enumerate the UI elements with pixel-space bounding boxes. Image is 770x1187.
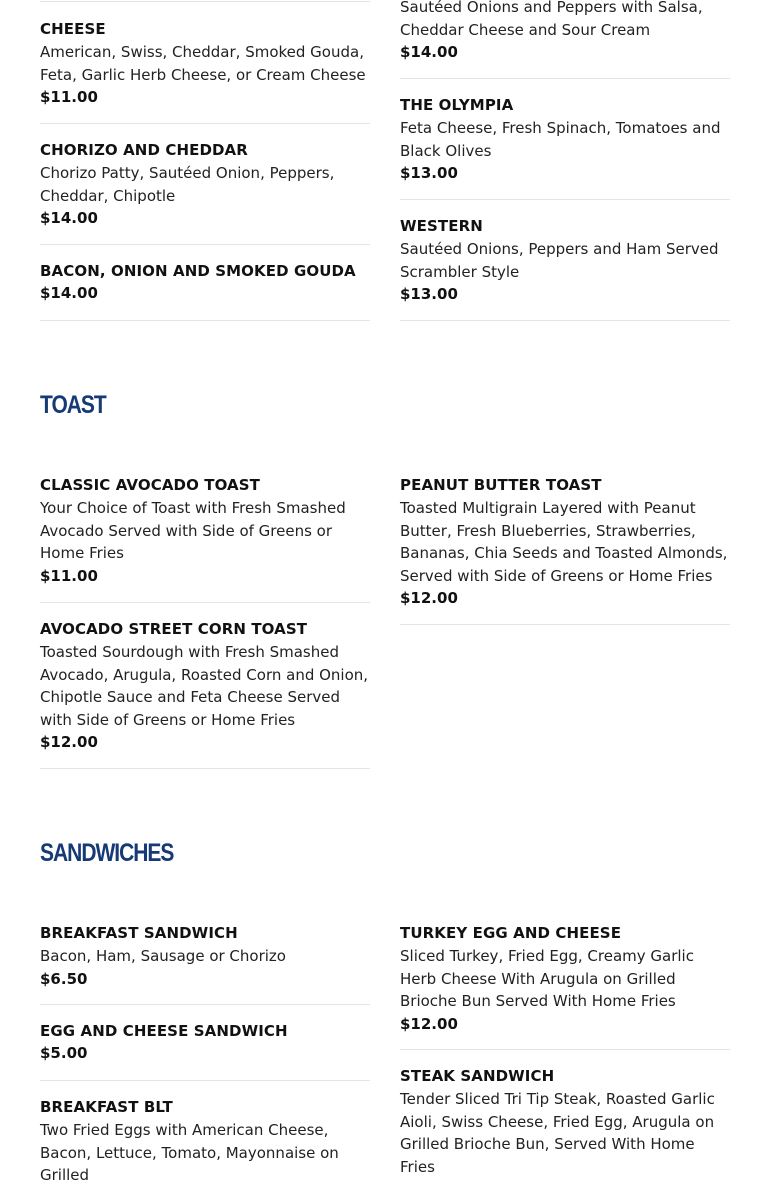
menu-item-steak-sandwich xyxy=(400,1065,730,1178)
section-heading-toast: TOAST xyxy=(40,391,106,419)
menu-item-breakfast-sandwich xyxy=(40,922,370,990)
menu-item-turkey-egg-and-cheese xyxy=(400,922,730,1035)
item-title: WESTERN xyxy=(400,217,483,235)
item-title: CHORIZO AND CHEDDAR xyxy=(40,141,248,159)
item-price: $12.00 xyxy=(40,733,98,751)
divider xyxy=(40,123,370,124)
item-description: Toasted Sourdough with Fresh Smashed Avocado, Arugula, Roasted Corn and Onion, Chipotle Sauce and Feta Cheese Served with Side of Greens or Home Fries xyxy=(40,643,369,729)
divider xyxy=(40,768,370,769)
item-price: $13.00 xyxy=(400,164,458,182)
item-title: BREAKFAST BLT xyxy=(40,1098,173,1116)
item-description: Sautéed Onions and Peppers with Salsa, Cheddar Cheese and Sour Cream xyxy=(400,0,703,39)
item-title: BREAKFAST SANDWICH xyxy=(40,924,238,942)
item-description: Chorizo Patty, Sautéed Onion, Peppers, Cheddar, Chipotle xyxy=(40,164,335,205)
menu-item-western xyxy=(400,215,730,305)
divider xyxy=(400,199,730,200)
item-description: Tender Sliced Tri Tip Steak, Roasted Garlic Aioli, Swiss Cheese, Fried Egg, Arugula on Grilled Brioche Bun, Served With Home Fries xyxy=(400,1090,715,1176)
divider xyxy=(40,1080,370,1081)
menu-item-breakfast-blt xyxy=(40,1096,370,1187)
divider xyxy=(400,624,730,625)
item-title: EGG AND CHEESE SANDWICH xyxy=(40,1022,288,1040)
item-price: $11.00 xyxy=(40,88,98,106)
item-description: Feta Cheese, Fresh Spinach, Tomatoes and Black Olives xyxy=(400,119,721,160)
item-description: Sautéed Onions, Peppers and Ham Served Scrambler Style xyxy=(400,240,719,281)
menu-item-bacon-onion-gouda xyxy=(40,260,370,304)
item-price: $12.00 xyxy=(400,589,458,607)
divider xyxy=(40,602,370,603)
item-title: CHEESE xyxy=(40,20,106,38)
item-price: $12.00 xyxy=(400,1014,458,1033)
divider xyxy=(400,78,730,79)
item-description: Two Fried Eggs with American Cheese, Bacon, Lettuce, Tomato, Mayonnaise on Grilled xyxy=(40,1121,339,1184)
item-price: $11.00 xyxy=(40,566,98,585)
menu-item-cheese xyxy=(40,18,370,108)
section-heading-sandwiches: SANDWICHES xyxy=(40,839,174,867)
divider xyxy=(40,320,370,321)
menu-item-the-olympia xyxy=(400,94,730,184)
item-description: Bacon, Ham, Sausage or Chorizo xyxy=(40,947,286,965)
menu-item-egg-and-cheese-sandwich xyxy=(40,1020,370,1064)
item-price: $14.00 xyxy=(40,209,98,227)
divider xyxy=(40,1004,370,1005)
item-price: $14.00 xyxy=(400,43,458,61)
item-price: $6.50 xyxy=(40,969,88,988)
menu-item-chorizo-cheddar xyxy=(40,139,370,229)
item-price: $5.00 xyxy=(40,1044,88,1062)
item-description: American, Swiss, Cheddar, Smoked Gouda, Feta, Garlic Herb Cheese, or Cream Cheese xyxy=(40,43,366,84)
item-price: $13.00 xyxy=(400,285,458,303)
menu-item-partial xyxy=(400,0,730,63)
item-description: Sliced Turkey, Fried Egg, Creamy Garlic Herb Cheese With Arugula on Grilled Brioche Bun Served With Home Fries xyxy=(400,947,694,1010)
item-title: TURKEY EGG AND CHEESE xyxy=(400,924,622,942)
item-title: STEAK SANDWICH xyxy=(400,1067,555,1085)
item-title: CLASSIC AVOCADO TOAST xyxy=(40,476,260,494)
menu-item-peanut-butter-toast xyxy=(400,474,730,609)
divider xyxy=(40,1,370,2)
item-price: $14.00 xyxy=(40,284,98,302)
divider xyxy=(40,244,370,245)
item-description: Your Choice of Toast with Fresh Smashed Avocado Served with Side of Greens or Home Fries xyxy=(40,499,346,562)
item-title: BACON, ONION AND SMOKED GOUDA xyxy=(40,262,356,280)
item-title: PEANUT BUTTER TOAST xyxy=(400,476,602,494)
menu-item-avocado-street-corn-toast xyxy=(40,618,370,753)
item-title: THE OLYMPIA xyxy=(400,96,514,114)
item-description: Toasted Multigrain Layered with Peanut Butter, Fresh Blueberries, Strawberries, Bananas, Chia Seeds and Toasted Almonds, Served with Side of Greens or Home Fries xyxy=(400,499,728,585)
divider xyxy=(400,320,730,321)
divider xyxy=(400,1049,730,1050)
item-title: AVOCADO STREET CORN TOAST xyxy=(40,620,308,638)
menu-item-classic-avocado-toast xyxy=(40,474,370,587)
